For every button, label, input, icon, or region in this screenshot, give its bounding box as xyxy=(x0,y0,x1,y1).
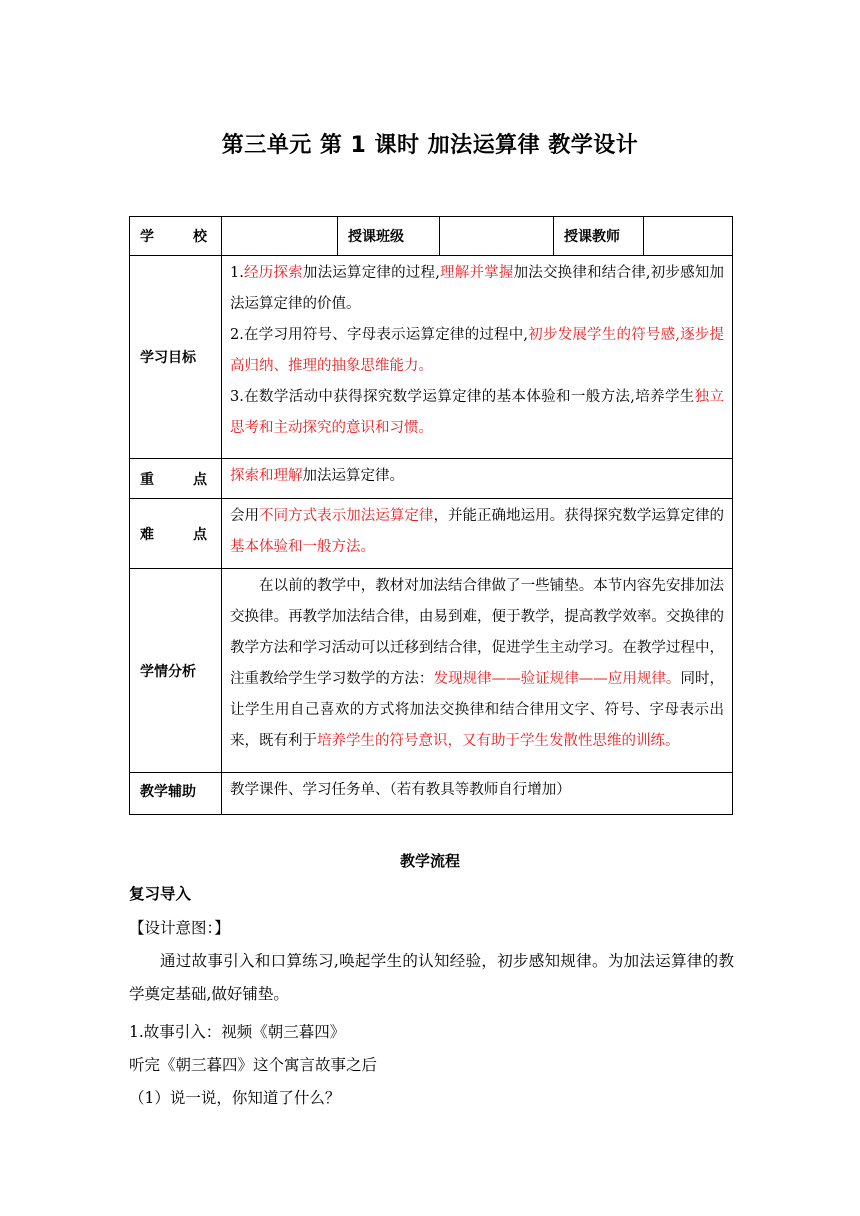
analysis-row xyxy=(130,569,733,773)
aids-row xyxy=(130,773,733,815)
objective-item-1 xyxy=(230,258,724,320)
intent-text: 通过故事引入和口算练习,唤起学生的认知经验，初步感知规律。为加法运算律的教学奠定基础,做好铺垫。 xyxy=(129,952,734,1003)
plain-text: 加法运算定律。 xyxy=(302,468,404,484)
objective-item-3 xyxy=(230,382,724,444)
emphasis-text: 理解并掌握 xyxy=(439,265,514,281)
school-label: 学 校 xyxy=(130,217,222,256)
teacher-label: 授课教师 xyxy=(554,217,644,256)
page-title: 第三单元 第 1 课时 加法运算律 教学设计 xyxy=(221,133,639,158)
emphasis-text: 培养学生的符号意识，又有助于学生发散性思维的训练。 xyxy=(317,733,680,749)
plain-text: 1. xyxy=(230,265,244,281)
emphasis-text: 初步发展学生的符号感,逐步提高归纳、推理的抽象思维能力。 xyxy=(230,327,724,374)
objectives-content xyxy=(222,256,733,459)
plain-text: 会用 xyxy=(230,508,260,524)
step-1: 1.故事引入：视频《朝三暮四》 xyxy=(129,1023,346,1041)
lesson-info-table xyxy=(129,216,733,815)
difficulty-text xyxy=(230,501,724,563)
intent-label: 【设计意图：】 xyxy=(129,919,230,937)
teacher-value xyxy=(644,217,733,256)
emphasis-text: 基本体验和一般方法。 xyxy=(230,539,375,555)
plain-text: ，并能正确地运用。获得探究数学运算定律的 xyxy=(433,508,725,524)
emphasis-text: 独立思考和主动探究的意识和习惯。 xyxy=(230,389,724,436)
key-point-row xyxy=(130,459,733,499)
flow-heading: 教学流程 xyxy=(399,852,460,870)
class-label: 授课班级 xyxy=(338,217,440,256)
question-1: （1）说一说，你知道了什么？ xyxy=(129,1089,341,1107)
class-value xyxy=(440,217,554,256)
aids-label: 教学辅助 xyxy=(130,773,222,815)
step-1-sub: 听完《朝三暮四》这个寓言故事之后 xyxy=(129,1056,378,1074)
objectives-row xyxy=(130,256,733,459)
emphasis-text: 经历探索 xyxy=(243,265,303,281)
objectives-label: 学习目标 xyxy=(130,256,222,459)
key-point-content xyxy=(222,459,733,499)
aids-text: 教学课件、学习任务单、（若有教具等教师自行增加） xyxy=(230,782,571,798)
plain-text: 2.在学习用符号、字母表示运算定律的过程中, xyxy=(230,327,529,343)
objective-item-2 xyxy=(230,320,724,382)
aids-content xyxy=(222,773,733,815)
emphasis-text: 发现规律——验证规律——应用规律。 xyxy=(433,671,681,687)
difficulty-label: 难 点 xyxy=(130,499,222,569)
plain-text: 加法交换律和结合律,初步感知加法运算定律的价值。 xyxy=(230,265,725,312)
plain-text: 在以前的教学中，教材对加法结合律做了一些铺垫。本节内容先安排加法交换律。再教学加法结合律，由易到难，便于教学，提高教学效率。交换律的教学方法和学习活动可以迁移到结合律，促进学生主动学习。在教学过程中，注重教给学生学习数学的方法： xyxy=(230,578,724,687)
emphasis-text: 探索和理解 xyxy=(230,468,303,484)
analysis-label: 学情分析 xyxy=(130,569,222,773)
section-heading: 复习导入 xyxy=(129,885,192,903)
difficulty-content xyxy=(222,499,733,569)
header-row xyxy=(130,217,733,256)
emphasis-text: 不同方式表示加法运算定律 xyxy=(259,508,434,524)
key-point-label: 重 点 xyxy=(130,459,222,499)
plain-text: 同时，让学生用自己喜欢的方式将加法交换律和结合律用文字、符号、字母表示出来，既有利于 xyxy=(230,671,725,749)
analysis-content xyxy=(222,569,733,773)
intent-paragraph xyxy=(129,945,734,1011)
school-value xyxy=(222,217,338,256)
analysis-text xyxy=(230,571,724,757)
difficulty-row xyxy=(130,499,733,569)
plain-text: 3.在数学活动中获得探究数学运算定律的基本体验和一般方法,培养学生 xyxy=(230,389,695,405)
plain-text: 加法运算定律的过程, xyxy=(302,265,440,281)
key-point-text xyxy=(230,461,724,492)
